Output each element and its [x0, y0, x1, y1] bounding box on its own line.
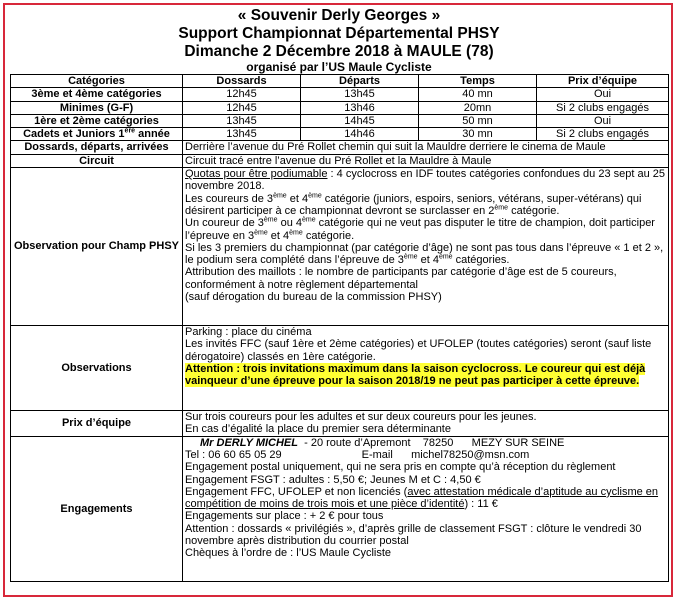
- temps-cell: 20mn: [419, 101, 537, 114]
- dossards-location: Derrière l’avenue du Pré Rollet chemin qui suit la Mauldre derriere le cinema de Maule: [183, 141, 669, 154]
- temps-cell: 40 mn: [419, 88, 537, 101]
- circuit-section: [11, 154, 669, 167]
- text-run: catégories.: [452, 254, 510, 267]
- contact-line: [185, 437, 666, 449]
- document-header: [10, 7, 668, 74]
- category-sup: ère: [124, 127, 136, 135]
- text-run: catégorie.: [302, 229, 355, 242]
- table-row: [11, 88, 669, 101]
- text-run: Engagement FFC, UFOLEP et non licenciés (: [185, 485, 408, 498]
- event-subtitle: Support Championnat Départemental PHSY: [178, 25, 500, 42]
- warning-highlight: Attention : trois invitations maximum dans la saison cyclocross. Le coureur qui est déjà vainqueur d’une épreuve pour la saison 2018/19 ne peut pas participer à cette épreuve.: [185, 362, 646, 388]
- invites-line: Les invités FFC (sauf 1ère et 2ème catégories) et UFOLEP (toutes catégories) seront (sauf liste dérogatoire) classés en 1ère catégorie.: [185, 338, 652, 363]
- text-run: ) : 11 €: [464, 498, 498, 511]
- category-text-end: année: [135, 128, 170, 141]
- text-run: et 4: [286, 192, 309, 205]
- observations-section: [11, 326, 669, 411]
- text-run: et 4: [267, 229, 290, 242]
- parking-line: Parking : place du cinéma: [185, 326, 312, 339]
- text-run: Si les 3 premiers du championnat (par catégorie d’âge) ne sont pas tous dans l’épreuve « 1 et 2 », le podium sera complété dans l’épreuve de 3: [185, 241, 664, 267]
- text-sup: ème: [254, 228, 268, 236]
- event-title: « Souvenir Derly Georges »: [237, 7, 441, 24]
- text-sup: ème: [438, 253, 453, 261]
- prix-cell: Si 2 clubs engagés: [537, 128, 669, 141]
- text-sup: ème: [289, 228, 303, 236]
- text-sup: ème: [263, 216, 278, 224]
- quota-label: Quotas pour être podiumable: [185, 168, 328, 181]
- section-label: Prix d’équipe: [11, 411, 183, 437]
- table-row: [11, 128, 669, 141]
- departs-cell: 14h46: [301, 128, 419, 141]
- event-organizer: organisé par l’US Maule Cycliste: [246, 60, 432, 74]
- text-sup: ème: [403, 253, 418, 261]
- postal-line: Engagement postal uniquement, qui ne sera pris en compte qu’à réception du règlement: [185, 461, 616, 474]
- text-run: catégorie qui ne veut pas disputer le titre de champion, doit participer l’épreuve en 3: [185, 217, 655, 242]
- text-sup: ème: [301, 216, 316, 224]
- dossards-cell: 12h45: [183, 101, 301, 114]
- departs-cell: 13h46: [301, 101, 419, 114]
- surclassement-paragraph: [185, 193, 666, 218]
- prix-text: [183, 411, 669, 437]
- prix-line-1: Sur trois coureurs pour les adultes et sur deux coureurs pour les jeunes.: [185, 411, 537, 424]
- table-header-row: [11, 75, 669, 88]
- text-sup: ème: [273, 192, 287, 200]
- departs-cell: 13h45: [301, 88, 419, 101]
- col-header-dossards: Dossards: [183, 75, 301, 88]
- quota-text: : 4 cyclocross en IDF toutes catégories confondues du 23 sept au 25 novembre 2018.: [185, 168, 666, 193]
- section-label: Engagements: [11, 436, 183, 581]
- observations-text: [183, 326, 669, 411]
- dossards-cell: 13h45: [183, 114, 301, 127]
- text-run: catégorie.: [508, 204, 560, 217]
- prix-cell: Oui: [537, 114, 669, 127]
- podium-paragraph: [185, 242, 666, 267]
- quota-paragraph: [185, 168, 666, 193]
- departs-cell: 14h45: [301, 114, 419, 127]
- contact-name: Mr DERLY MICHEL: [200, 436, 298, 449]
- col-header-temps: Temps: [419, 75, 537, 88]
- fsgt-fee-line: Engagement FSGT : adultes : 5,50 €; Jeunes M et C : 4,50 €: [185, 473, 481, 486]
- section-label: Observation pour Champ PHSY: [11, 168, 183, 326]
- dossards-section: [11, 141, 669, 154]
- medical-requirement: avec attestation médicale d’aptitude au cyclisme en compétition de moins de trois mois et une pièce d’identité: [185, 485, 659, 511]
- prix-cell: Oui: [537, 88, 669, 101]
- col-header-categories: Catégories: [11, 75, 183, 88]
- category-text: Cadets et Juniors 1: [23, 128, 125, 141]
- col-header-prix: Prix d’équipe: [537, 75, 669, 88]
- event-table: [10, 74, 669, 582]
- table-row: [11, 101, 669, 114]
- temps-cell: 50 mn: [419, 114, 537, 127]
- table-row: [11, 114, 669, 127]
- section-label: Observations: [11, 326, 183, 411]
- text-run: catégorie (juniors, espoirs, seniors, vétérans, super-vétérans) qui désirent participer à ce championnat devront se surclasser en 2: [185, 192, 642, 217]
- document: [10, 7, 668, 582]
- maillots-paragraph: Attribution des maillots : le nombre de participants par catégorie d’âge est de 5 coureurs, conformément à notre règlement départemental: [185, 266, 617, 291]
- prix-section: [11, 411, 669, 437]
- dossards-cell: 12h45: [183, 88, 301, 101]
- dossards-cell: 13h45: [183, 128, 301, 141]
- derogation-note: (sauf dérogation du bureau de la commission PHSY): [185, 291, 442, 304]
- ffc-fee-line: [185, 486, 666, 511]
- category-cell: Minimes (G-F): [11, 101, 183, 114]
- category-cell: [11, 128, 183, 141]
- observation-champ-text: [183, 168, 669, 326]
- section-label: Dossards, départs, arrivées: [11, 141, 183, 154]
- contact-address: - 20 route d’Apremont 78250 MEZY SUR SEINE: [298, 436, 565, 449]
- temps-cell: 30 mn: [419, 128, 537, 141]
- prix-cell: Si 2 clubs engagés: [537, 101, 669, 114]
- cheques-line: Chèques à l’ordre de : l’US Maule Cycliste: [185, 547, 392, 560]
- onsite-fee-line: Engagements sur place : + 2 € pour tous: [185, 510, 384, 523]
- observation-champ-section: [11, 168, 669, 326]
- prix-line-2: En cas d’égalité la place du premier sera déterminante: [185, 423, 451, 436]
- text-run: et 4: [417, 254, 439, 267]
- text-run: ou 4: [277, 217, 302, 230]
- non-champion-paragraph: [185, 217, 666, 242]
- text-run: Les coureurs de 3: [185, 192, 274, 205]
- col-header-departs: Départs: [301, 75, 419, 88]
- category-cell: 1ère et 2ème catégories: [11, 114, 183, 127]
- section-label: Circuit: [11, 154, 183, 167]
- contact-tel: Tel : 06 60 65 05 29: [185, 448, 282, 461]
- text-sup: ème: [494, 204, 509, 212]
- contact-line-2: [185, 449, 666, 461]
- text-run: Un coureur de 3: [185, 217, 264, 230]
- event-date-place: Dimanche 2 Décembre 2018 à MAULE (78): [184, 43, 494, 60]
- text-sup: ème: [308, 192, 322, 200]
- dossards-privilege-line: Attention : dossards « privilégiés », d’après grille de classement FSGT : clôture le vendredi 30 novembre après distribution du courrier postal: [185, 522, 642, 548]
- contact-email: E-mail michel78250@msn.com: [361, 448, 530, 461]
- circuit-description: Circuit tracé entre l’avenue du Pré Rollet et la Mauldre à Maule: [183, 154, 669, 167]
- engagements-section: [11, 436, 669, 581]
- category-cell: 3ème et 4ème catégories: [11, 88, 183, 101]
- engagements-text: [183, 436, 669, 581]
